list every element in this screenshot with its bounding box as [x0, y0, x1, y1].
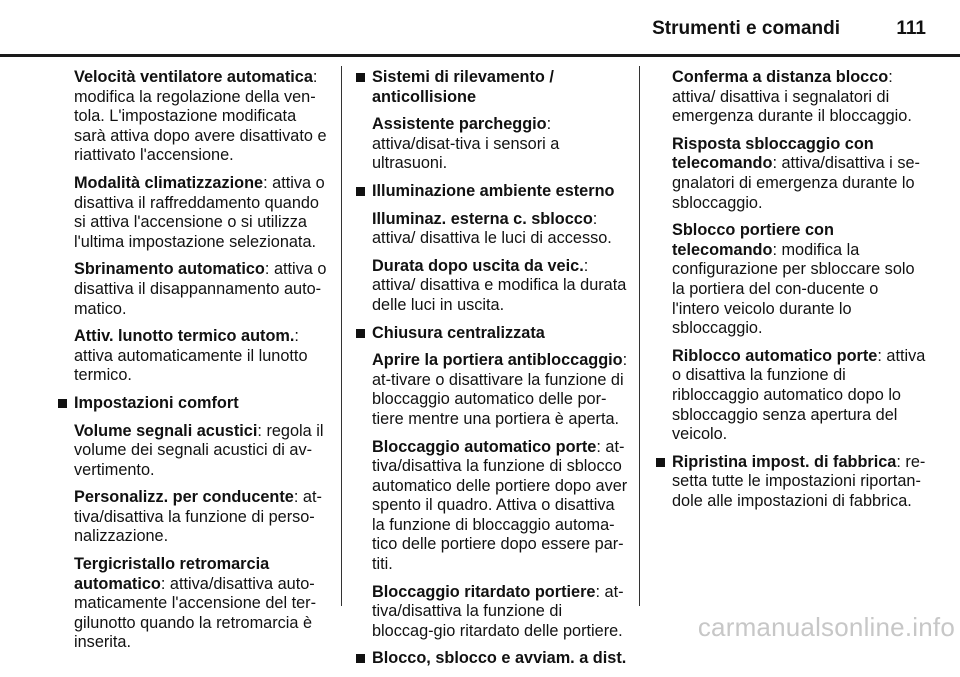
section-bullet — [356, 182, 628, 202]
section-bullet — [356, 649, 628, 669]
setting-description: : at-tiva/disattiva la funzione di sblocco automatico delle portiere dopo aver spento il quadro. Attiva o disattiva la funzione di bloccaggio automa-tico delle portiere dopo essere par-titi. — [372, 437, 628, 574]
text-column-2 — [356, 68, 628, 677]
square-bullet-icon — [356, 73, 365, 82]
setting-entry — [74, 327, 328, 386]
setting-label: Sbrinamento automatico — [74, 260, 265, 279]
setting-label: Riblocco automatico porte — [672, 346, 878, 365]
setting-entry — [74, 68, 328, 166]
setting-description: : at-tiva/disattiva la funzione di perso-nalizzazione. — [74, 488, 322, 546]
setting-description: : re-setta tutte le impostazioni riportan-dole alle impostazioni di fabbrica. — [672, 452, 926, 510]
setting-entry — [672, 68, 928, 127]
setting-label: Modalità climatizzazione — [74, 173, 264, 192]
setting-label: Sblocco portiere con telecomando — [672, 221, 834, 259]
square-bullet-icon — [58, 399, 67, 408]
setting-entry — [372, 438, 628, 575]
section-bullet — [58, 394, 328, 414]
text-column-3 — [656, 68, 928, 519]
setting-entry — [372, 115, 628, 174]
setting-description: : attiva/ disattiva e modifica la durata delle luci in uscita. — [372, 256, 627, 314]
column-divider — [341, 66, 342, 606]
setting-label: Tergicristallo retromarcia automatico — [74, 555, 270, 593]
section-heading: Sistemi di rilevamento / anticollisione — [372, 68, 554, 106]
setting-entry — [672, 135, 928, 213]
section-heading — [672, 453, 928, 512]
section-bullet — [656, 453, 928, 512]
setting-label: Attiv. lunotto termico autom. — [74, 327, 295, 346]
page-number: 111 — [896, 18, 926, 39]
setting-entry — [74, 174, 328, 252]
setting-entry — [372, 210, 628, 249]
setting-description: : attiva o disattiva il raffreddamento quando si attiva l'accensione o si utilizza l'ultima impostazione selezionata. — [74, 173, 325, 251]
square-bullet-icon — [356, 187, 365, 196]
setting-description: : attiva/disat-tiva i sensori a ultrasuoni. — [372, 115, 560, 173]
setting-label: Volume segnali acustici — [74, 421, 258, 440]
setting-entry — [372, 351, 628, 429]
setting-description: : attiva/ disattiva i segnalatori di emergenza durante il bloccaggio. — [672, 68, 912, 126]
setting-description: : at-tiva/disattiva la funzione di bloccag-gio ritardato delle portiere. — [372, 582, 624, 640]
setting-entry — [372, 257, 628, 316]
setting-entry — [672, 221, 928, 339]
section-heading-label: Ripristina impost. di fabbrica — [672, 452, 897, 471]
setting-description: : modifica la configurazione per sbloccare solo la portiera del con-ducente o l'intero veicolo durante lo sbloccaggio. — [672, 240, 915, 338]
setting-label: Durata dopo uscita da veic. — [372, 256, 584, 275]
setting-label: Conferma a distanza blocco — [672, 68, 889, 86]
setting-label: Assistente parcheggio — [372, 115, 547, 134]
setting-description: : at-tivare o disattivare la funzione di bloccaggio automatico delle por-tiere mentre una portiera è aperta. — [372, 351, 628, 428]
section-heading: Impostazioni comfort — [74, 393, 239, 412]
section-heading: Illuminazione ambiente esterno — [372, 181, 615, 200]
setting-label: Illuminaz. esterna c. sblocco — [372, 209, 593, 228]
setting-description: : attiva o disattiva il disappannamento auto-matico. — [74, 260, 327, 318]
section-heading: Blocco, sblocco e avviam. a dist. — [372, 649, 627, 668]
setting-description: : attiva/disattiva auto-maticamente l'accensione del ter-gilunotto quando la retromarcia è inserita. — [74, 574, 317, 652]
header-rule — [0, 54, 960, 57]
setting-entry — [74, 488, 328, 547]
setting-entry — [74, 422, 328, 481]
setting-description: : attiva o disattiva la funzione di ribloccaggio automatico dopo lo sbloccaggio senza apertura del veicolo. — [672, 346, 926, 444]
square-bullet-icon — [656, 458, 665, 467]
page-title: Strumenti e comandi — [652, 18, 840, 39]
square-bullet-icon — [356, 329, 365, 338]
setting-entry — [74, 260, 328, 319]
setting-label: Velocità ventilatore automatica — [74, 68, 313, 86]
setting-entry — [672, 347, 928, 445]
setting-description: : attiva/disattiva i se-gnalatori di emergenza durante lo sbloccaggio. — [672, 154, 920, 212]
setting-description: : regola il volume dei segnali acustici di av-vertimento. — [74, 421, 324, 479]
section-bullet — [356, 68, 628, 107]
section-bullet — [356, 324, 628, 344]
setting-description: : attiva automaticamente il lunotto termico. — [74, 327, 308, 385]
setting-description: : modifica la regolazione della ven-tola. L'impostazione modificata sarà attiva dopo avere disattivato e riattivato l'accensione. — [74, 68, 327, 165]
setting-description: : attiva/ disattiva le luci di accesso. — [372, 209, 612, 248]
setting-label: Bloccaggio automatico porte — [372, 437, 597, 456]
setting-label: Bloccaggio ritardato portiere — [372, 582, 596, 601]
section-heading: Chiusura centralizzata — [372, 323, 545, 342]
square-bullet-icon — [356, 654, 365, 663]
setting-label: Personalizz. per conducente — [74, 488, 294, 507]
text-column-1 — [58, 68, 328, 661]
setting-label: Aprire la portiera antibloccaggio — [372, 351, 623, 370]
column-divider — [639, 66, 640, 606]
setting-label: Risposta sbloccaggio con telecomando — [672, 134, 874, 173]
watermark: carmanualsonline.info — [697, 612, 955, 642]
